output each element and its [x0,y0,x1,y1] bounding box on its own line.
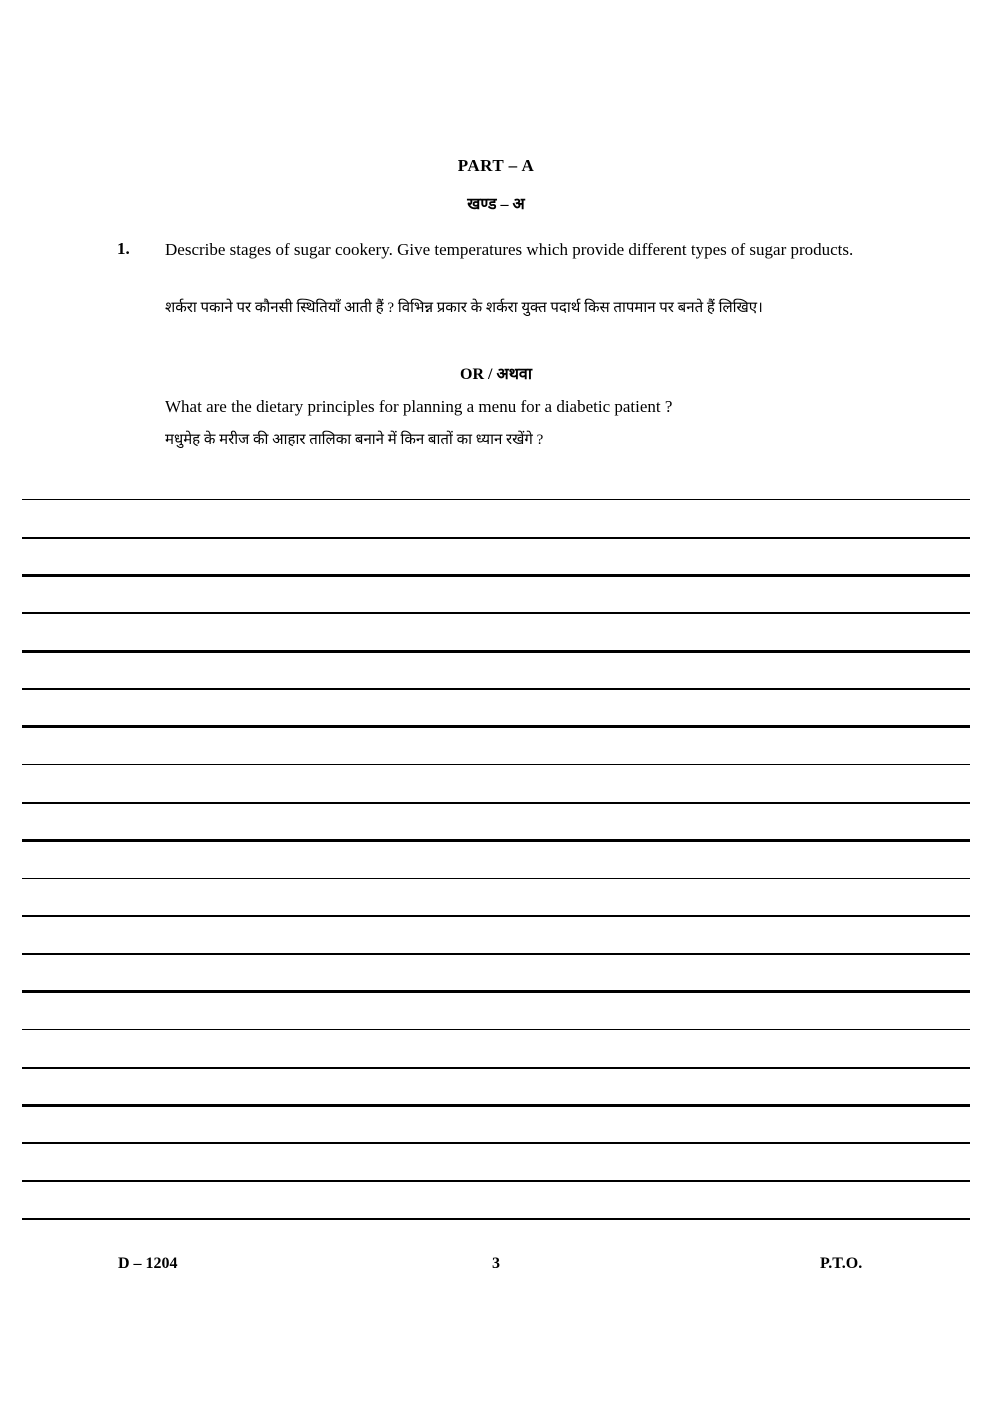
page-number: 3 [492,1255,500,1272]
question-text-hindi: शर्करा पकाने पर कौनसी स्थितियाँ आती हैं ? विभिन्न प्रकार के शर्करा युक्त पदार्थ किस तापमान पर बनते हैं लिखिए। [165,300,763,316]
answer-line [22,612,970,614]
answer-line [22,1029,970,1030]
answer-line [22,990,970,993]
answer-line [22,878,970,879]
alternate-question-hindi: मधुमेह के मरीज की आहार तालिका बनाने में किन बातों का ध्यान रखेंगे ? [165,432,544,448]
answer-line [22,1067,970,1069]
question-number: 1. [117,239,130,258]
answer-line [22,764,970,765]
pto-label: P.T.O. [820,1255,863,1272]
question-text: Describe stages of sugar cookery. Give temperatures which provide different types of sugar products. [165,240,854,259]
answer-line [22,953,970,955]
answer-line [22,574,970,577]
answer-line [22,1218,970,1220]
answer-line [22,839,970,842]
answer-line [22,1142,970,1144]
paper-code: D – 1204 [118,1255,178,1272]
answer-line [22,537,970,539]
part-title-hindi: खण्ड – अ [467,196,525,213]
answer-line [22,1104,970,1107]
answer-line [22,915,970,917]
answer-line [22,688,970,690]
part-title: PART – A [457,156,535,175]
answer-line [22,499,970,500]
answer-line [22,650,970,653]
or-separator: OR / अथवा [460,366,532,383]
alternate-question-text: What are the dietary principles for planning a menu for a diabetic patient ? [165,397,673,416]
answer-line [22,725,970,728]
answer-line [22,802,970,804]
answer-line [22,1180,970,1182]
